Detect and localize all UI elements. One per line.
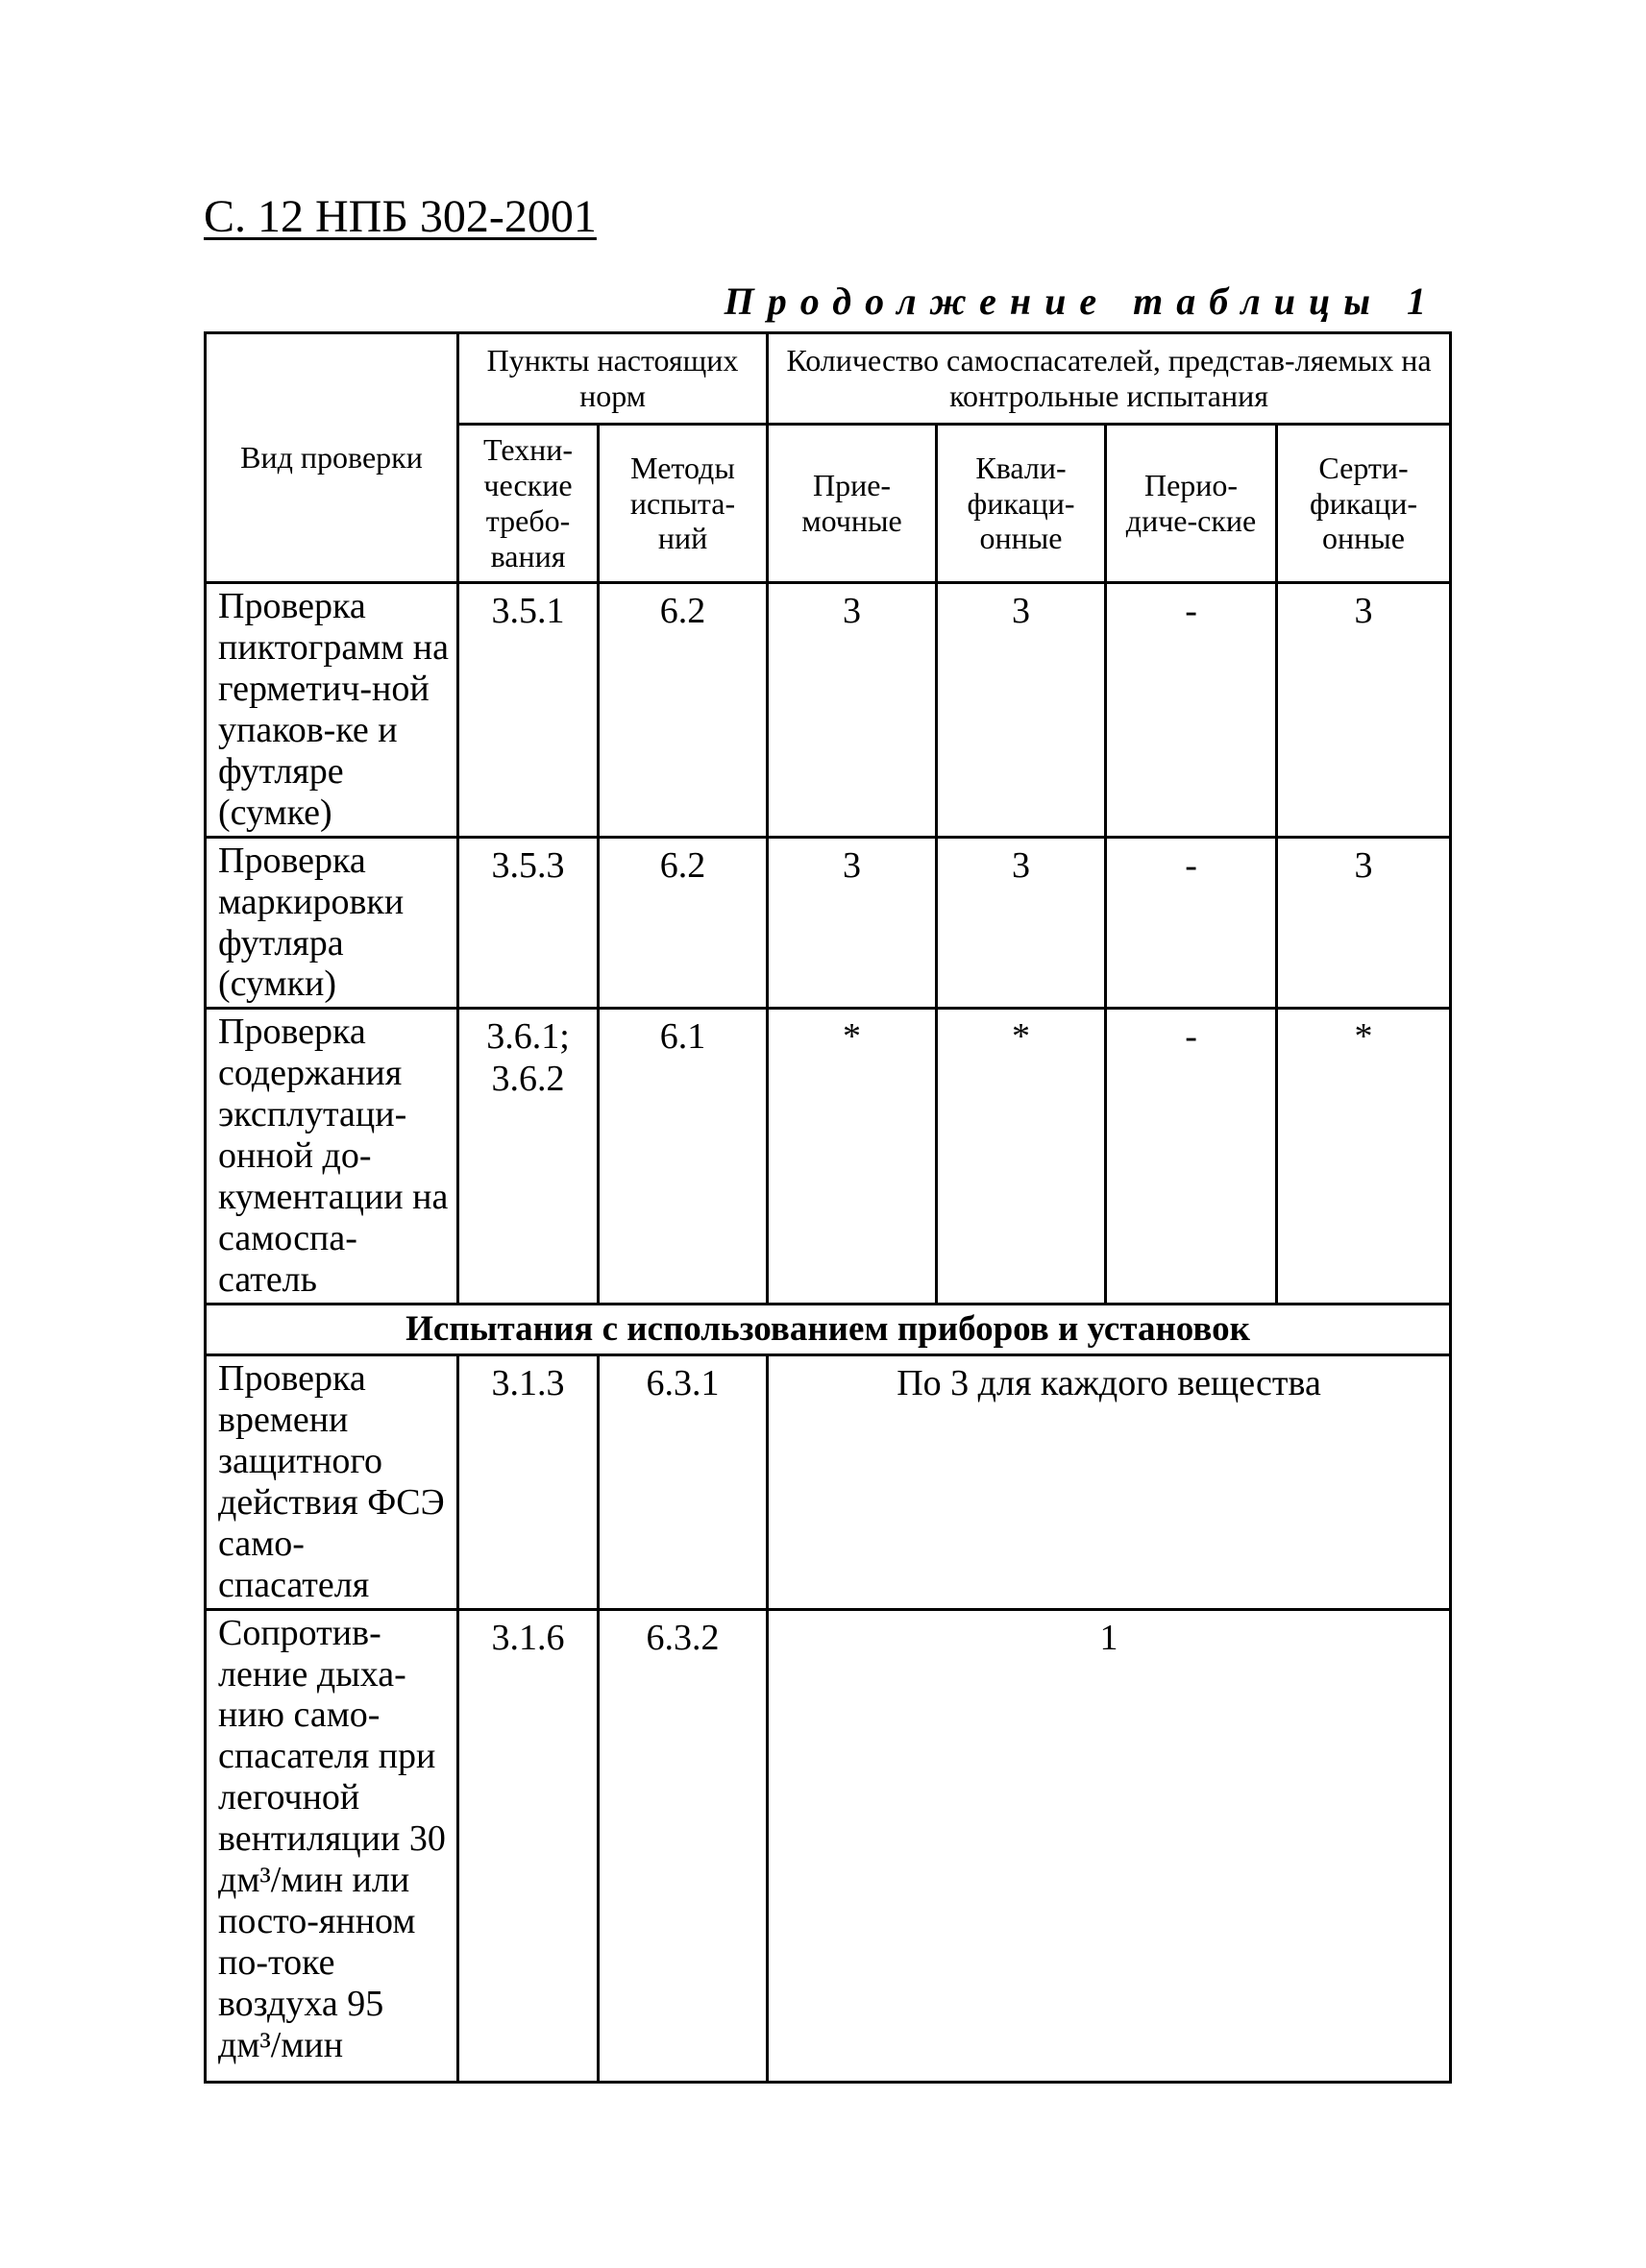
row-periodic: - (1106, 837, 1277, 1009)
header-inspection-type: Вид проверки (206, 333, 458, 583)
row-method-point: 6.3.1 (599, 1354, 768, 1609)
header-test-methods: Методы испыта-ний (599, 425, 768, 583)
header-acceptance: Прие-мочные (768, 425, 937, 583)
row-qualification: 3 (937, 583, 1106, 838)
row-qualification: 3 (937, 837, 1106, 1009)
row-tech-point: 3.5.3 (458, 837, 599, 1009)
table-caption: Продолжение таблицы 1 (724, 280, 1439, 323)
row-acceptance: * (768, 1009, 937, 1305)
row-tech-point: 3.1.3 (458, 1354, 599, 1609)
table-row (206, 1609, 1451, 2082)
table-row (206, 583, 1451, 838)
row-tech-point: 3.5.1 (458, 583, 599, 838)
row-method-point: 6.2 (599, 583, 768, 838)
table-row (206, 1009, 1451, 1305)
header-qualification: Квали-фикаци-онные (937, 425, 1106, 583)
header-technical-requirements: Техни-ческие требо-вания (458, 425, 599, 583)
row-method-point: 6.3.2 (599, 1609, 768, 2082)
section-title: Испытания с использованием приборов и установок (206, 1304, 1451, 1354)
row-method-point: 6.1 (599, 1009, 768, 1305)
section-row (206, 1304, 1451, 1354)
row-periodic: - (1106, 1009, 1277, 1305)
header-quantity: Количество самоспасателей, представ-ляемых на контрольные испытания (768, 333, 1451, 425)
row-certification: 3 (1277, 583, 1451, 838)
table-row (206, 837, 1451, 1009)
row-acceptance: 3 (768, 837, 937, 1009)
row-inspection-name: Сопротив-ление дыха-нию само-спасателя при легочной вентиляции 30 дм³/мин или посто-янном по-токе воздуха 95 дм³/мин (206, 1609, 458, 2082)
row-quantity: 1 (768, 1609, 1451, 2082)
row-qualification: * (937, 1009, 1106, 1305)
table-row (206, 1354, 1451, 1609)
row-quantity: По 3 для каждого вещества (768, 1354, 1451, 1609)
row-periodic: - (1106, 583, 1277, 838)
row-acceptance: 3 (768, 583, 937, 838)
row-inspection-name: Проверка пиктограмм на герметич-ной упаков-ке и футляре (сумке) (206, 583, 458, 838)
page-header: С. 12 НПБ 302-2001 (204, 191, 597, 242)
row-tech-point: 3.1.6 (458, 1609, 599, 2082)
row-inspection-name: Проверка времени защитного действия ФСЭ само-спасателя (206, 1354, 458, 1609)
header-norm-points: Пункты настоящих норм (458, 333, 768, 425)
inspection-table (204, 331, 1452, 2084)
header-certification: Серти-фикаци-онные (1277, 425, 1451, 583)
header-periodic: Перио-диче-ские (1106, 425, 1277, 583)
row-inspection-name: Проверка содержания эксплутаци-онной до-кументации на самоспа-сатель (206, 1009, 458, 1305)
row-certification: * (1277, 1009, 1451, 1305)
row-tech-point: 3.6.1; 3.6.2 (458, 1009, 599, 1305)
row-certification: 3 (1277, 837, 1451, 1009)
row-method-point: 6.2 (599, 837, 768, 1009)
row-inspection-name: Проверка маркировки футляра (сумки) (206, 837, 458, 1009)
